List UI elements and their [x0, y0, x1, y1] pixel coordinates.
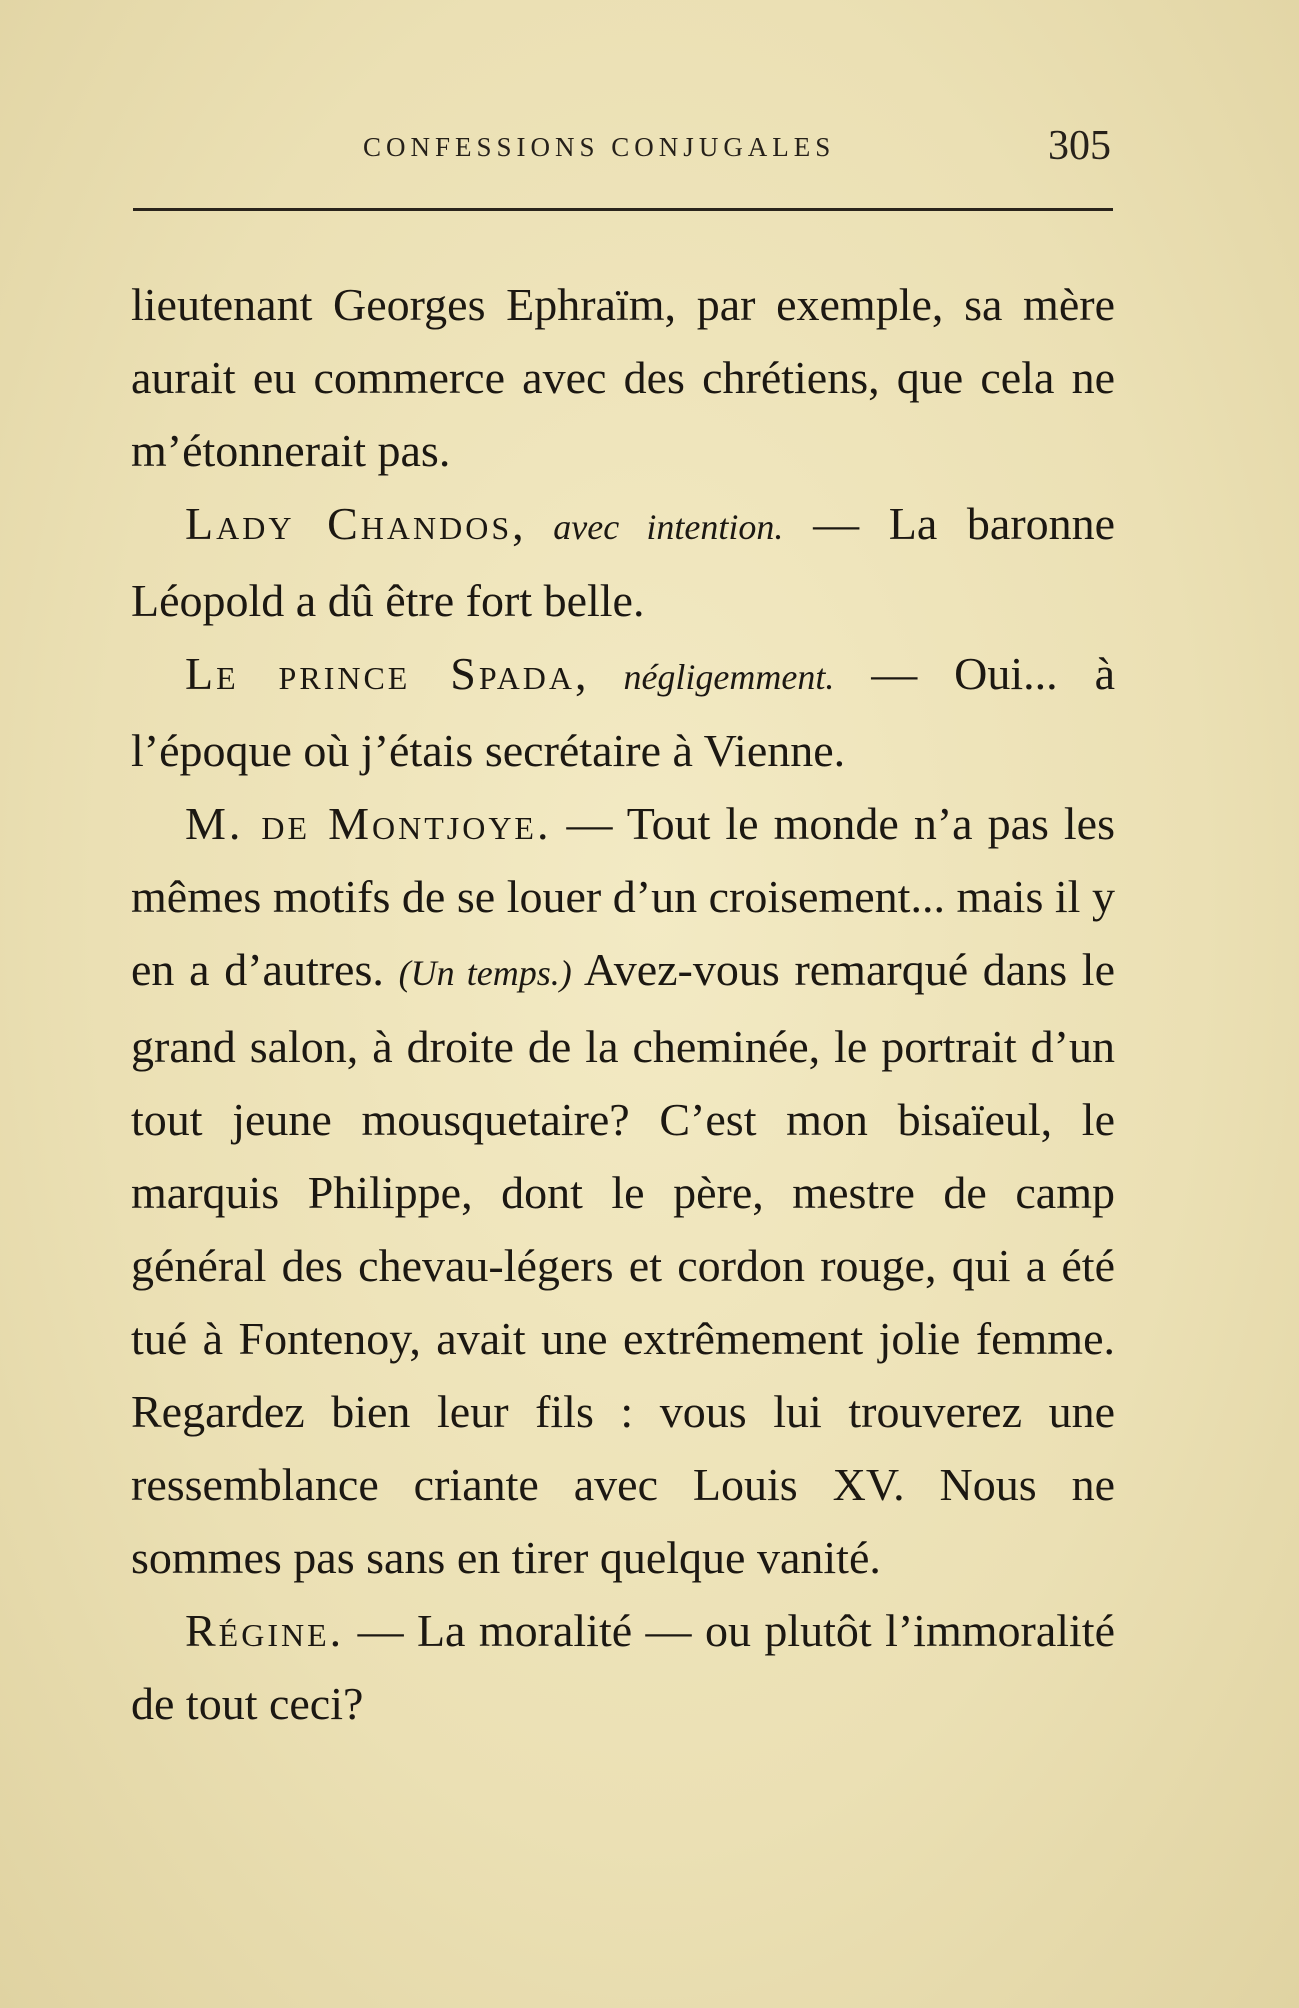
header-rule	[133, 208, 1113, 211]
dialogue-text: — Oui... à l’époque où j’étais secrétaire à Vienne.	[131, 648, 1116, 776]
paragraph-montjoye	[131, 787, 1115, 1594]
paragraph-regine	[131, 1594, 1115, 1740]
running-title: CONFESSIONS CONJUGALES	[363, 132, 836, 162]
dialogue-text: — La moralité — ou plutôt l’immoralité de tout ceci?	[131, 1605, 1116, 1729]
body-text	[131, 268, 1115, 1740]
paragraph-continuation	[131, 268, 1115, 487]
speaker-name: Lady Chandos	[185, 498, 513, 549]
dialogue-text: — La baronne Léopold a dû être fort belle.	[131, 498, 1116, 626]
dialogue-text: Avez-vous remarqué dans le grand salon, à droite de la cheminée, le portrait d’un tout jeune mousquetaire? C’est mon bisaïeul, le marquis Philippe, dont le père, mestre de camp général des chevau-légers et cordon rouge, qui a été tué à Fontenoy, avait une extrêmement jolie femme. Regardez bien leur fils : vous lui trouverez une ressemblance criante avec Louis XV. Nous ne sommes pas sans en tirer quelque vanité.	[131, 944, 1116, 1583]
stage-direction: avec intention.	[553, 507, 784, 547]
dialogue-text: — Tout le monde n’a pas les mêmes motifs de se louer d’un croisement... mais il y en a d’autres.	[131, 798, 1116, 995]
stage-direction: négligemment.	[623, 657, 835, 697]
paragraph-prince-spada: Le prince Spada, négligemment. — Oui... à l’époque où j’étais secrétaire à Vienne.	[131, 648, 1116, 776]
speaker-name: Régine.	[185, 1605, 345, 1656]
paragraph-lady-chandos: Lady Chandos, avec intention. — La baronne Léopold a dû être fort belle.	[131, 498, 1116, 626]
speaker-name: Le prince Spada	[185, 648, 576, 699]
paragraph-text: lieutenant Georges Ephraïm, par exemple, sa mère aurait eu commerce avec des chrétiens, que cela ne m’étonnerait pas.	[131, 279, 1115, 476]
speaker-name: M. de Montjoye.	[185, 798, 552, 849]
page-number: 305	[1048, 123, 1111, 169]
running-head	[133, 123, 1113, 178]
stage-direction: (Un temps.)	[398, 953, 572, 993]
